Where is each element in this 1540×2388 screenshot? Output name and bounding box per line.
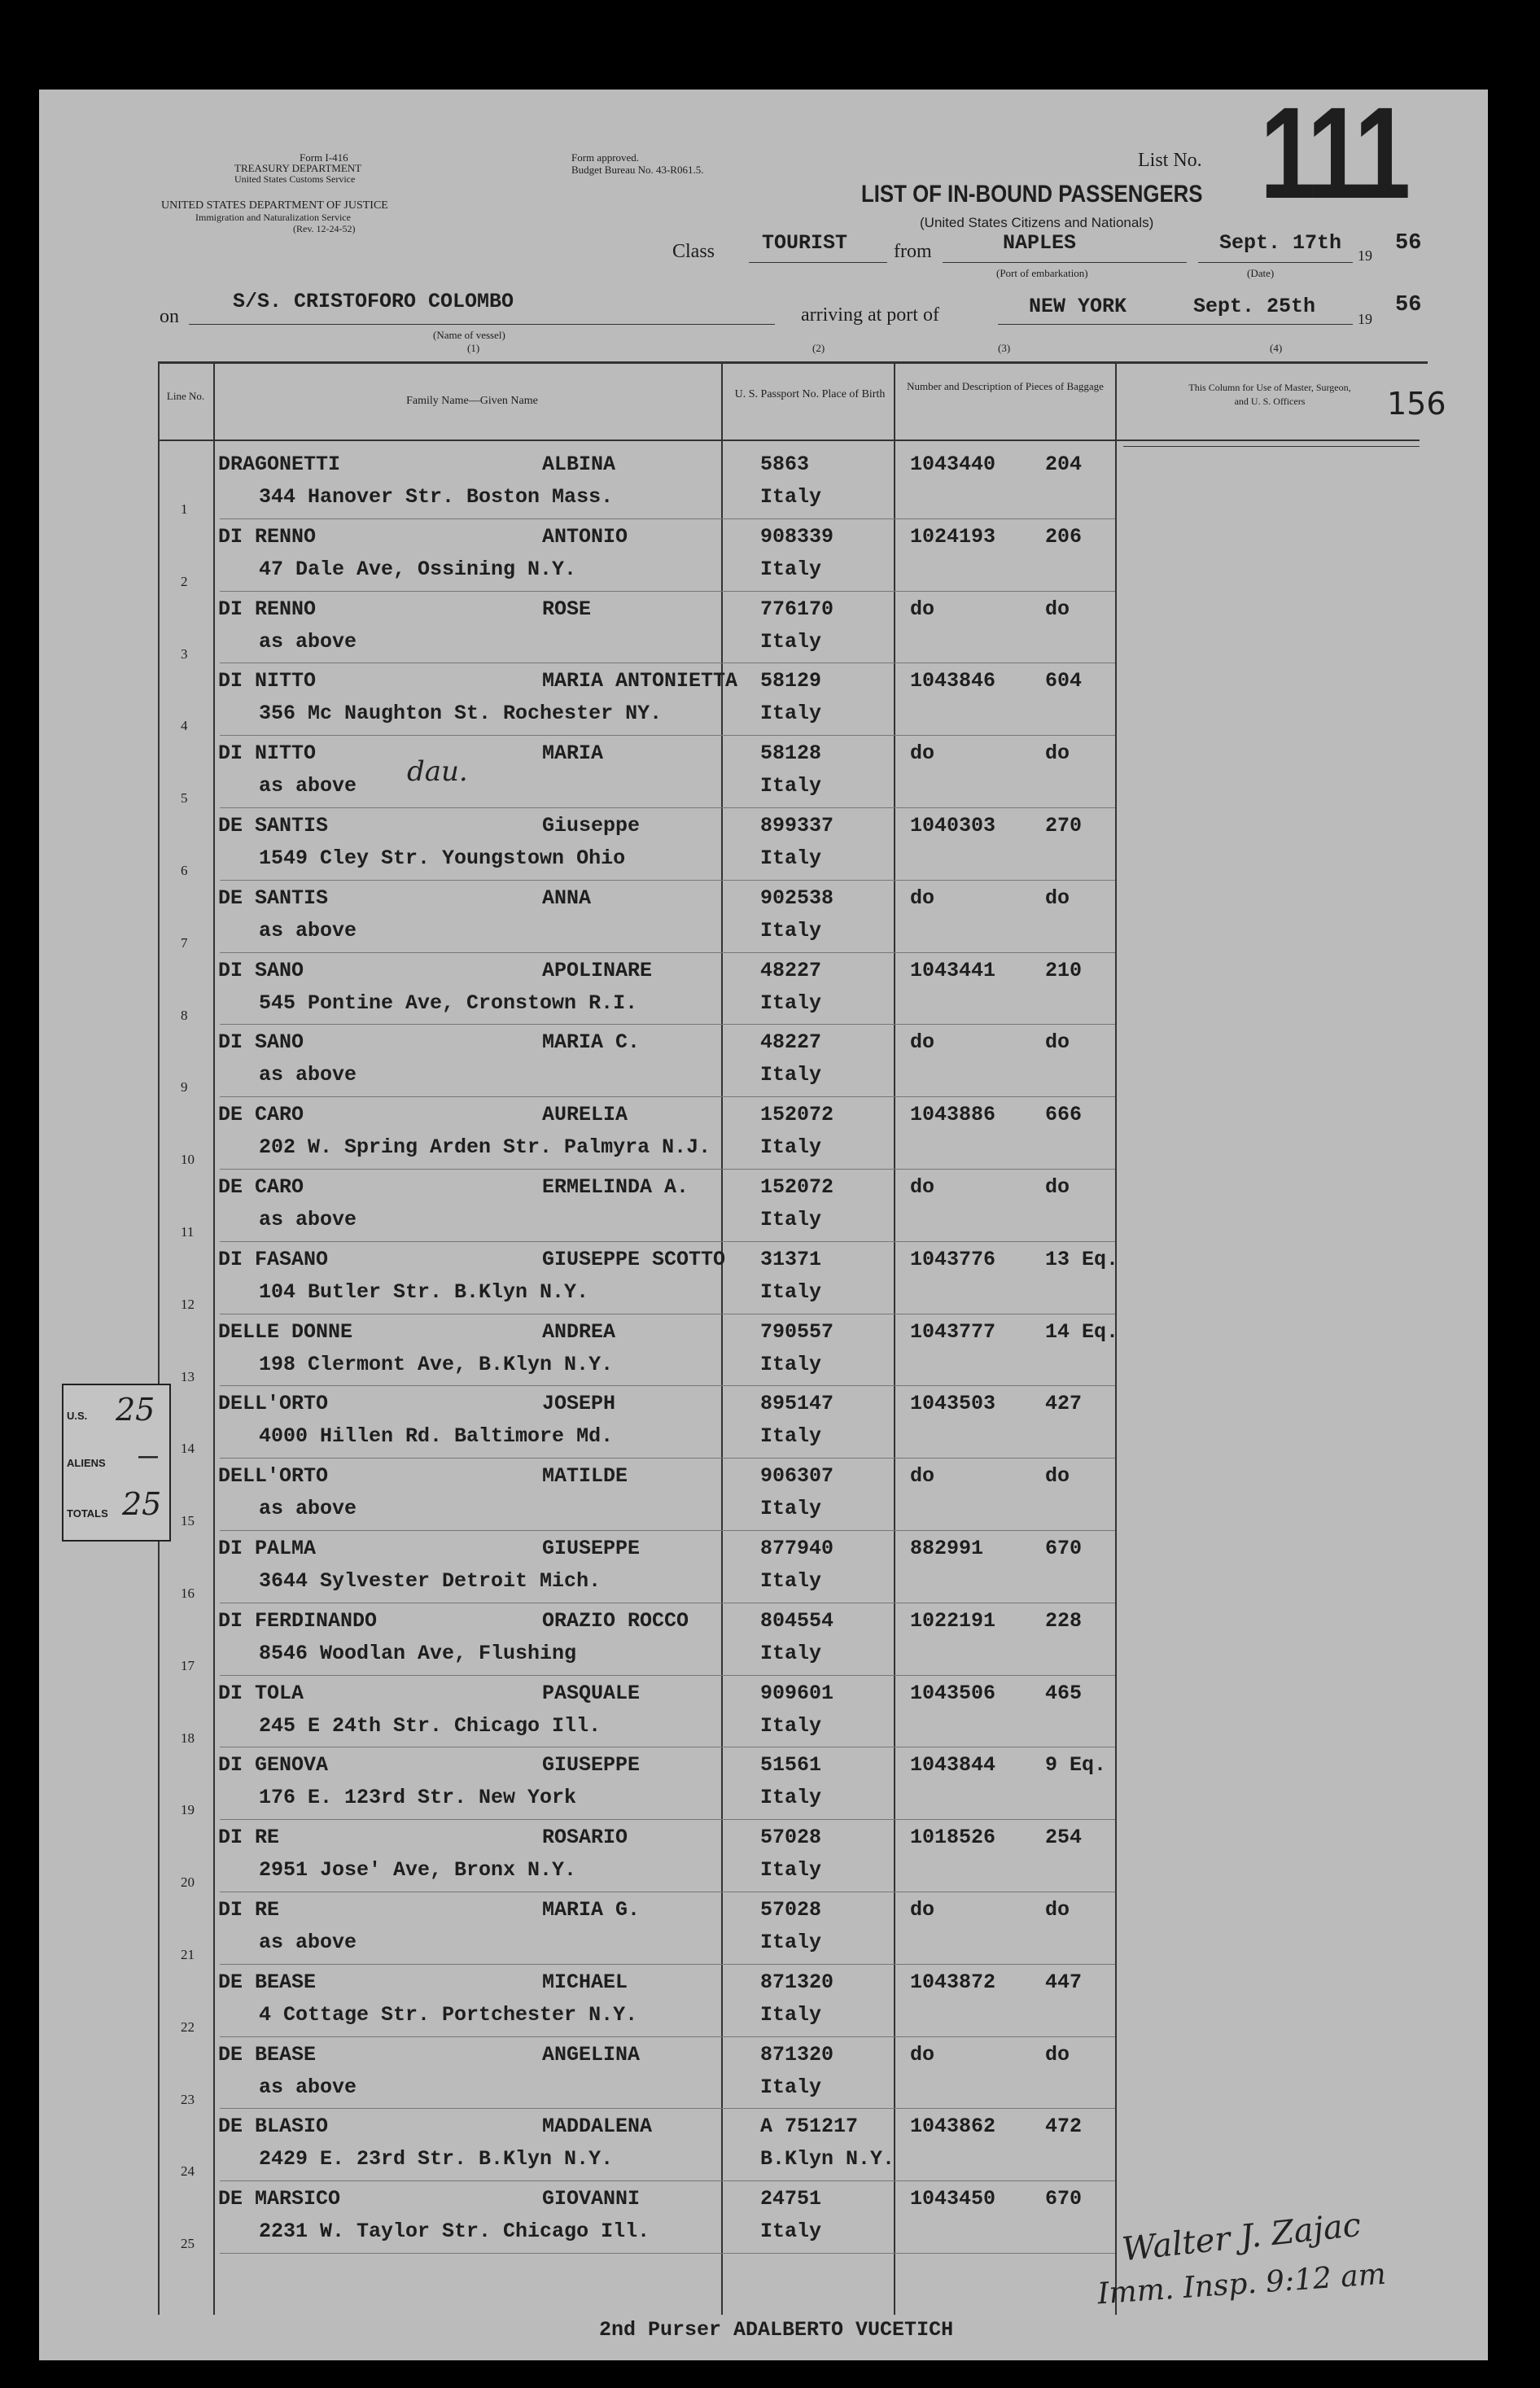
row-divider — [220, 1530, 1115, 1531]
arrival-date: Sept. 25th — [1193, 295, 1316, 318]
address: as above — [259, 629, 357, 654]
header-name: Family Name—Given Name — [406, 395, 538, 407]
address: as above — [259, 2075, 357, 2099]
row-divider — [220, 735, 1115, 736]
baggage-pieces: 666 — [1045, 1103, 1083, 1127]
passport-number: A 751217 — [760, 2115, 859, 2139]
baggage-pieces: 465 — [1045, 1681, 1083, 1705]
baggage-pieces: 228 — [1045, 1608, 1083, 1633]
inspector-title-time: Imm. Insp. 9:12 am — [1096, 2257, 1388, 2311]
baggage-number: 1018526 — [910, 1826, 996, 1850]
form-approved: Form approved. — [571, 151, 640, 164]
given-name: ANGELINA — [542, 2042, 641, 2067]
address: as above — [259, 1208, 357, 1231]
baggage-pieces: 604 — [1045, 669, 1083, 693]
row-divider — [220, 1964, 1115, 1965]
address: 202 W. Spring Arden Str. Palmyra N.J. — [259, 1135, 711, 1160]
address: as above — [259, 1931, 357, 1954]
year-prefix-1: 19 — [1358, 247, 1372, 264]
place-of-birth: Italy — [760, 1135, 822, 1160]
passport-number: 48227 — [760, 1030, 822, 1055]
header-officers: This Column for Use of Master, Surgeon, and U. S. Officers — [1188, 382, 1351, 407]
family-name: DE BLASIO — [218, 2115, 329, 2139]
place-of-birth: Italy — [760, 1858, 822, 1883]
immigration-service: Immigration and Naturalization Service — [195, 212, 351, 223]
year-prefix-2: 19 — [1358, 311, 1372, 327]
baggage-number: do — [910, 597, 935, 621]
arriving-label: arriving at port of — [801, 304, 939, 326]
row-divider — [220, 1241, 1115, 1242]
family-name: DE SANTIS — [218, 886, 329, 910]
row-divider — [220, 1385, 1115, 1386]
baggage-number: 1043777 — [910, 1319, 996, 1344]
row-divider — [220, 952, 1115, 953]
row-divider — [220, 1458, 1115, 1459]
arrival-year: 56 — [1395, 293, 1422, 317]
place-of-birth: Italy — [760, 1279, 822, 1304]
address: 356 Mc Naughton St. Rochester NY. — [259, 702, 663, 726]
given-name: Giuseppe — [542, 814, 641, 838]
family-name: DELL'ORTO — [218, 1464, 329, 1489]
given-name: GIUSEPPE — [542, 1753, 641, 1778]
baggage-pieces: do — [1045, 741, 1070, 766]
col-number-4: (4) — [1270, 342, 1283, 354]
stamp-totals-label: TOTALS — [67, 1507, 108, 1520]
address: 47 Dale Ave, Ossining N.Y. — [259, 557, 577, 581]
given-name: MADDALENA — [542, 2115, 653, 2139]
line-number: 25 — [181, 2236, 195, 2252]
place-of-birth: Italy — [760, 1641, 822, 1665]
address: 545 Pontine Ave, Cronstown R.I. — [259, 991, 638, 1015]
baggage-number: 1043776 — [910, 1247, 996, 1271]
passport-number: 902538 — [760, 886, 834, 910]
family-name: DE CARO — [218, 1103, 304, 1127]
place-of-birth: Italy — [760, 1931, 822, 1954]
family-name: DRAGONETTI — [218, 453, 341, 476]
address: 1549 Cley Str. Youngstown Ohio — [259, 846, 626, 870]
place-of-birth: Italy — [760, 918, 822, 943]
baggage-number: 1043441 — [910, 958, 996, 982]
baggage-number: 1043506 — [910, 1681, 996, 1705]
family-name: DELLE DONNE — [218, 1319, 353, 1344]
line-number: 15 — [181, 1513, 195, 1529]
place-of-birth: Italy — [760, 1424, 822, 1449]
line-number: 14 — [181, 1441, 195, 1457]
given-name: GIOVANNI — [542, 2187, 641, 2211]
given-name: ANNA — [542, 886, 592, 910]
family-name: DE BEASE — [218, 2042, 317, 2067]
treasury-dept: TREASURY DEPARTMENT — [234, 162, 362, 174]
passport-number: 790557 — [760, 1319, 834, 1344]
passport-number: 871320 — [760, 2042, 834, 2067]
baggage-number: 1043872 — [910, 1970, 996, 1994]
address: 104 Butler Str. B.Klyn N.Y. — [259, 1279, 589, 1304]
line-number: 23 — [181, 2091, 195, 2107]
baggage-number: do — [910, 886, 935, 910]
baggage-pieces: do — [1045, 886, 1070, 910]
baggage-number: 882991 — [910, 1537, 984, 1560]
embark-port: NAPLES — [1003, 231, 1077, 255]
place-of-birth: B.Klyn N.Y. — [760, 2147, 895, 2172]
line-number: 6 — [181, 863, 188, 878]
row-divider — [220, 1169, 1115, 1170]
stamp-totals-value: 25 — [122, 1486, 162, 1522]
address: 344 Hanover Str. Boston Mass. — [259, 485, 614, 509]
line-number: 8 — [181, 1007, 188, 1023]
line-number: 22 — [181, 2018, 195, 2035]
form-number: Form I-416 — [300, 151, 348, 164]
line-number: 16 — [181, 1585, 195, 1601]
family-name: DI RE — [218, 1826, 280, 1850]
on-label: on — [160, 306, 179, 327]
class-value: TOURIST — [762, 231, 848, 255]
baggage-pieces: do — [1045, 1175, 1070, 1199]
given-name: APOLINARE — [542, 958, 653, 982]
baggage-pieces: 472 — [1045, 2115, 1083, 2139]
line-number: 10 — [181, 1152, 195, 1168]
given-name: MARIA ANTONIETTA — [542, 669, 738, 693]
baggage-pieces: 206 — [1045, 524, 1083, 549]
address: 4000 Hillen Rd. Baltimore Md. — [259, 1424, 614, 1449]
place-of-birth: Italy — [760, 774, 822, 798]
given-name: GIUSEPPE — [542, 1537, 641, 1560]
baggage-number: 1043846 — [910, 669, 996, 693]
list-number: 111 — [1260, 80, 1407, 225]
address: 3644 Sylvester Detroit Mich. — [259, 1569, 602, 1593]
line-number: 11 — [181, 1224, 195, 1240]
baggage-number: 1043450 — [910, 2187, 996, 2211]
address: 245 E 24th Str. Chicago Ill. — [259, 1713, 602, 1738]
passport-number: 895147 — [760, 1392, 834, 1416]
family-name: DE CARO — [218, 1175, 304, 1199]
baggage-pieces: 254 — [1045, 1826, 1083, 1850]
baggage-pieces: 9 Eq. — [1045, 1753, 1107, 1778]
line-number: 2 — [181, 573, 188, 589]
passport-number: 57028 — [760, 1826, 822, 1850]
baggage-pieces: do — [1045, 1030, 1070, 1055]
place-of-birth: Italy — [760, 991, 822, 1015]
address: as above — [259, 918, 357, 943]
given-name: JOSEPH — [542, 1392, 616, 1416]
address: 2951 Jose' Ave, Bronx N.Y. — [259, 1858, 577, 1883]
handwritten-note: dau. — [407, 755, 468, 788]
document-title: LIST OF IN-BOUND PASSENGERS — [861, 181, 1203, 208]
line-number: 19 — [181, 1802, 195, 1818]
given-name: AURELIA — [542, 1103, 628, 1127]
family-name: DI GENOVA — [218, 1753, 329, 1778]
document-subtitle: (United States Citizens and Nationals) — [920, 215, 1154, 230]
given-name: ROSE — [542, 597, 592, 621]
baggage-pieces: do — [1045, 597, 1070, 621]
port-embark-caption: (Port of embarkation) — [996, 267, 1088, 279]
baggage-pieces: 670 — [1045, 1537, 1083, 1560]
line-number: 13 — [181, 1368, 195, 1384]
family-name: DI NITTO — [218, 741, 317, 766]
departure-date: Sept. 17th — [1219, 231, 1342, 255]
budget-bureau: Budget Bureau No. 43-R061.5. — [571, 164, 704, 176]
given-name: MARIA C. — [542, 1030, 641, 1055]
passport-number: 51561 — [760, 1753, 822, 1778]
row-divider — [220, 2108, 1115, 2109]
stamp-aliens-label: ALIENS — [67, 1457, 106, 1469]
row-divider — [220, 2253, 1115, 2254]
row-divider — [220, 807, 1115, 808]
line-number: 18 — [181, 1730, 195, 1746]
row-divider — [220, 2036, 1115, 2037]
given-name: GIUSEPPE SCOTTO — [542, 1247, 726, 1271]
line-number: 12 — [181, 1296, 195, 1312]
baggage-pieces: 204 — [1045, 453, 1083, 476]
baggage-number: do — [910, 741, 935, 766]
passport-number: 58129 — [760, 669, 822, 693]
family-name: DI FERDINANDO — [218, 1608, 378, 1633]
vessel-name: S/S. CRISTOFORO COLOMBO — [233, 290, 514, 313]
given-name: ANDREA — [542, 1319, 616, 1344]
place-of-birth: Italy — [760, 1063, 822, 1087]
date-caption: (Date) — [1247, 267, 1275, 279]
line-number: 1 — [181, 501, 188, 517]
family-name: DI SANO — [218, 1030, 304, 1055]
address: 198 Clermont Ave, B.Klyn N.Y. — [259, 1352, 614, 1376]
passport-number: 31371 — [760, 1247, 822, 1271]
baggage-pieces: do — [1045, 2042, 1070, 2067]
place-of-birth: Italy — [760, 2220, 822, 2244]
stamp-us-value: 25 — [116, 1392, 155, 1428]
baggage-number: do — [910, 1175, 935, 1199]
given-name: ERMELINDA A. — [542, 1175, 689, 1199]
passport-number: 152072 — [760, 1175, 834, 1199]
place-of-birth: Italy — [760, 1569, 822, 1593]
place-of-birth: Italy — [760, 702, 822, 726]
baggage-pieces: 270 — [1045, 814, 1083, 838]
family-name: DI TOLA — [218, 1681, 304, 1705]
passport-number: 58128 — [760, 741, 822, 766]
family-name: DI FASANO — [218, 1247, 329, 1271]
col-number-3: (3) — [998, 342, 1011, 354]
line-number: 20 — [181, 1874, 195, 1891]
header-baggage: Number and Description of Pieces of Baggage — [907, 380, 1104, 392]
address: 2429 E. 23rd Str. B.Klyn N.Y. — [259, 2147, 614, 2172]
family-name: DI NITTO — [218, 669, 317, 693]
family-name: DE BEASE — [218, 1970, 317, 1994]
given-name: ORAZIO ROCCO — [542, 1608, 689, 1633]
passport-number: 906307 — [760, 1464, 834, 1489]
baggage-number: 1043862 — [910, 2115, 996, 2139]
address: 8546 Woodlan Ave, Flushing — [259, 1641, 577, 1665]
family-name: DI RE — [218, 1898, 280, 1922]
inspector-signature: Walter J. Zajac — [1120, 2206, 1363, 2269]
list-no-label: List No. — [1138, 150, 1202, 171]
baggage-number: do — [910, 1030, 935, 1055]
address: as above — [259, 1063, 357, 1087]
totals-stamp — [62, 1384, 171, 1542]
stamp-aliens-value: — — [138, 1445, 158, 1467]
baggage-pieces: 210 — [1045, 958, 1083, 982]
row-divider — [220, 1024, 1115, 1025]
passport-number: 899337 — [760, 814, 834, 838]
baggage-number: 1022191 — [910, 1608, 996, 1633]
revision: (Rev. 12-24-52) — [293, 223, 356, 234]
place-of-birth: Italy — [760, 629, 822, 654]
page-number: 156 — [1387, 386, 1446, 422]
baggage-number: 1043440 — [910, 453, 996, 476]
address: as above — [259, 774, 357, 798]
row-divider — [220, 1096, 1115, 1097]
family-name: DI RENNO — [218, 597, 317, 621]
place-of-birth: Italy — [760, 2002, 822, 2027]
given-name: MARIA — [542, 741, 604, 766]
family-name: DE SANTIS — [218, 814, 329, 838]
baggage-number: 1043844 — [910, 1753, 996, 1778]
line-number: 17 — [181, 1657, 195, 1673]
place-of-birth: Italy — [760, 1208, 822, 1231]
customs-service: United States Customs Service — [234, 173, 356, 185]
stamp-us-label: U.S. — [67, 1410, 88, 1422]
col-number-1: (1) — [467, 342, 480, 354]
baggage-pieces: 670 — [1045, 2187, 1083, 2211]
passport-number: 909601 — [760, 1681, 834, 1705]
family-name: DI SANO — [218, 958, 304, 982]
baggage-pieces: do — [1045, 1464, 1070, 1489]
from-label: from — [894, 241, 932, 262]
line-number: 7 — [181, 934, 188, 951]
place-of-birth: Italy — [760, 1352, 822, 1376]
baggage-number: 1043886 — [910, 1103, 996, 1127]
departure-year: 56 — [1395, 231, 1422, 256]
line-number: 21 — [181, 1947, 195, 1962]
row-divider — [220, 1819, 1115, 1820]
line-number: 4 — [181, 718, 188, 734]
given-name: PASQUALE — [542, 1681, 641, 1705]
line-number: 5 — [181, 790, 188, 807]
row-divider — [220, 880, 1115, 881]
place-of-birth: Italy — [760, 1713, 822, 1738]
family-name: DI PALMA — [218, 1537, 317, 1560]
address: 2231 W. Taylor Str. Chicago Ill. — [259, 2220, 650, 2244]
baggage-number: do — [910, 2042, 935, 2067]
passport-number: 871320 — [760, 1970, 834, 1994]
passport-number: 877940 — [760, 1537, 834, 1560]
baggage-number: 1040303 — [910, 814, 996, 838]
given-name: ROSARIO — [542, 1826, 628, 1850]
address: as above — [259, 1497, 357, 1521]
passport-number: 48227 — [760, 958, 822, 982]
row-divider — [220, 2180, 1115, 2181]
place-of-birth: Italy — [760, 485, 822, 509]
baggage-number: do — [910, 1464, 935, 1489]
family-name: DE MARSICO — [218, 2187, 341, 2211]
place-of-birth: Italy — [760, 2075, 822, 2099]
address: 176 E. 123rd Str. New York — [259, 1786, 577, 1810]
header-line-no: Line No. — [166, 390, 205, 402]
baggage-number: 1024193 — [910, 524, 996, 549]
given-name: MICHAEL — [542, 1970, 628, 1994]
place-of-birth: Italy — [760, 557, 822, 581]
passport-number: 5863 — [760, 453, 810, 476]
arrival-port: NEW YORK — [1029, 295, 1127, 318]
row-divider — [220, 591, 1115, 592]
family-name: DELL'ORTO — [218, 1392, 329, 1416]
baggage-pieces: 13 Eq. — [1045, 1247, 1119, 1271]
given-name: MATILDE — [542, 1464, 628, 1489]
given-name: ANTONIO — [542, 524, 628, 549]
baggage-number: 1043503 — [910, 1392, 996, 1416]
place-of-birth: Italy — [760, 1786, 822, 1810]
place-of-birth: Italy — [760, 846, 822, 870]
baggage-pieces: 14 Eq. — [1045, 1319, 1119, 1344]
justice-dept: UNITED STATES DEPARTMENT OF JUSTICE — [161, 199, 388, 212]
vessel-caption: (Name of vessel) — [433, 329, 505, 341]
family-name: DI RENNO — [218, 524, 317, 549]
baggage-number: do — [910, 1898, 935, 1922]
baggage-pieces: 447 — [1045, 1970, 1083, 1994]
passport-number: 152072 — [760, 1103, 834, 1127]
row-divider — [220, 1675, 1115, 1676]
given-name: ALBINA — [542, 453, 616, 476]
header-passport: U. S. Passport No. Place of Birth — [734, 388, 886, 400]
class-label: Class — [672, 241, 715, 262]
passport-number: 804554 — [760, 1608, 834, 1633]
baggage-pieces: 427 — [1045, 1392, 1083, 1416]
col-number-2: (2) — [812, 342, 825, 354]
purser-signature-line: 2nd Purser ADALBERTO VUCETICH — [599, 2318, 954, 2342]
given-name: MARIA G. — [542, 1898, 641, 1922]
row-divider — [220, 518, 1115, 519]
baggage-pieces: do — [1045, 1898, 1070, 1922]
passport-number: 908339 — [760, 524, 834, 549]
line-number: 3 — [181, 645, 188, 662]
passport-number: 776170 — [760, 597, 834, 621]
address: 4 Cottage Str. Portchester N.Y. — [259, 2002, 638, 2027]
passport-number: 24751 — [760, 2187, 822, 2211]
passport-number: 57028 — [760, 1898, 822, 1922]
line-number: 9 — [181, 1079, 188, 1096]
place-of-birth: Italy — [760, 1497, 822, 1521]
line-number: 24 — [181, 2163, 195, 2180]
